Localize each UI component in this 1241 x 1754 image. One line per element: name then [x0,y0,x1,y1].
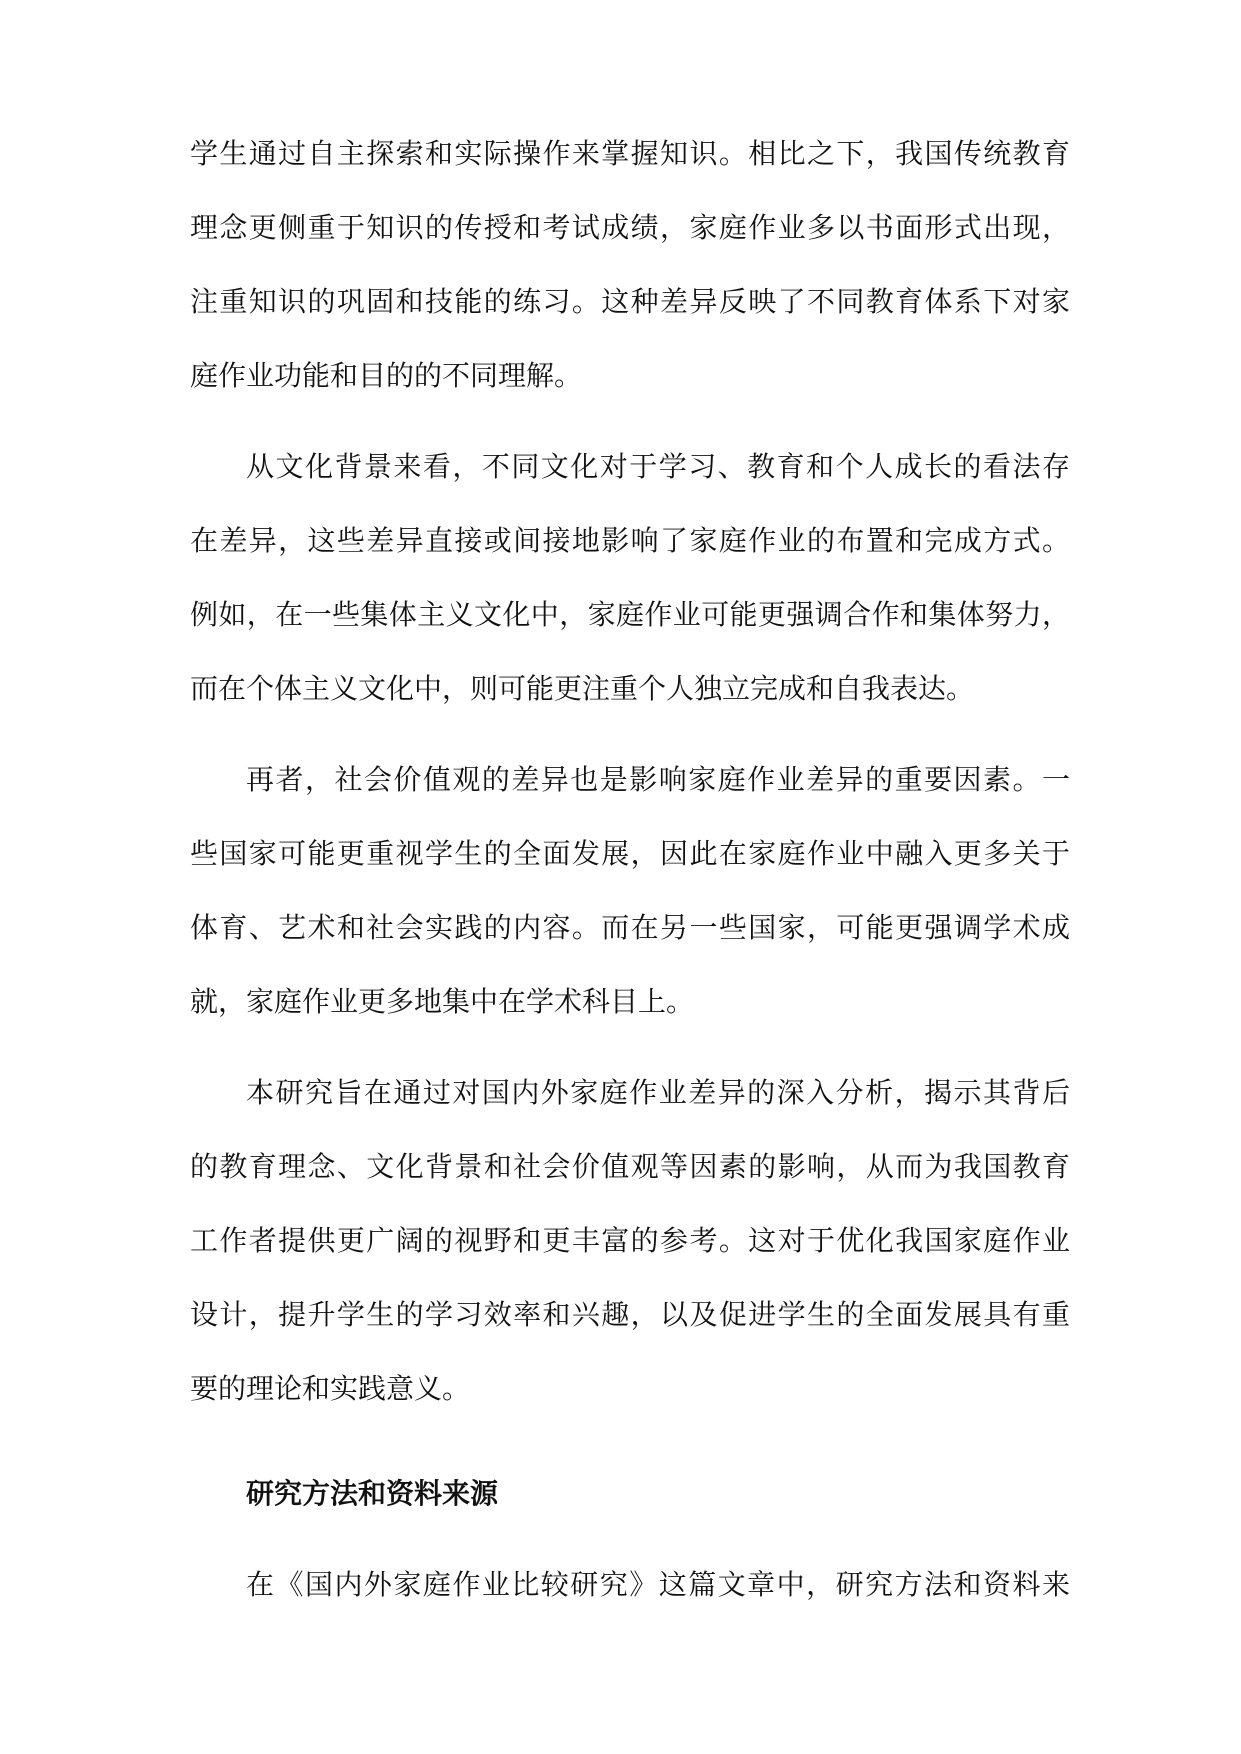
paragraph-4-line-4: 设计，提升学生的学习效率和兴趣，以及促进学生的全面发展具有重 [190,1298,1070,1331]
paragraph-3-line-3: 体育、艺术和社会实践的内容。而在另一些国家，可能更强调学术成 [190,911,1070,944]
paragraph-3-line-2: 些国家可能更重视学生的全面发展，因此在家庭作业中融入更多关于 [190,837,1070,870]
paragraph-4-line-1: 本研究旨在通过对国内外家庭作业差异的深入分析，揭示其背后 [246,1076,1070,1109]
paragraph-1-line-2: 理念更侧重于知识的传授和考试成绩，家庭作业多以书面形式出现， [190,211,1070,244]
paragraph-1-line-1: 学生通过自主探索和实际操作来掌握知识。相比之下，我国传统教育 [190,137,1070,170]
section-paragraph-line-1: 在《国内外家庭作业比较研究》这篇文章中，研究方法和资料来 [246,1568,1070,1601]
section-heading: 研究方法和资料来源 [246,1477,499,1510]
paragraph-2-line-3: 例如，在一些集体主义文化中，家庭作业可能更强调合作和集体努力， [190,598,1070,631]
paragraph-2-line-2: 在差异，这些差异直接或间接地影响了家庭作业的布置和完成方式。 [190,524,1070,557]
paragraph-3-line-1: 再者，社会价值观的差异也是影响家庭作业差异的重要因素。一 [246,763,1070,796]
paragraph-2-line-4: 而在个体主义文化中，则可能更注重个人独立完成和自我表达。 [190,672,975,705]
paragraph-4-line-2: 的教育理念、文化背景和社会价值观等因素的影响，从而为我国教育 [190,1150,1070,1183]
paragraph-1-line-4: 庭作业功能和目的的不同理解。 [190,359,583,392]
paragraph-3-line-4: 就，家庭作业更多地集中在学术科目上。 [190,985,695,1018]
paragraph-1-line-3: 注重知识的巩固和技能的练习。这种差异反映了不同教育体系下对家 [190,285,1070,318]
paragraph-2-line-1: 从文化背景来看，不同文化对于学习、教育和个人成长的看法存 [246,450,1070,483]
paragraph-4-line-5: 要的理论和实践意义。 [190,1372,471,1405]
paragraph-4-line-3: 工作者提供更广阔的视野和更丰富的参考。这对于优化我国家庭作业 [190,1224,1070,1257]
